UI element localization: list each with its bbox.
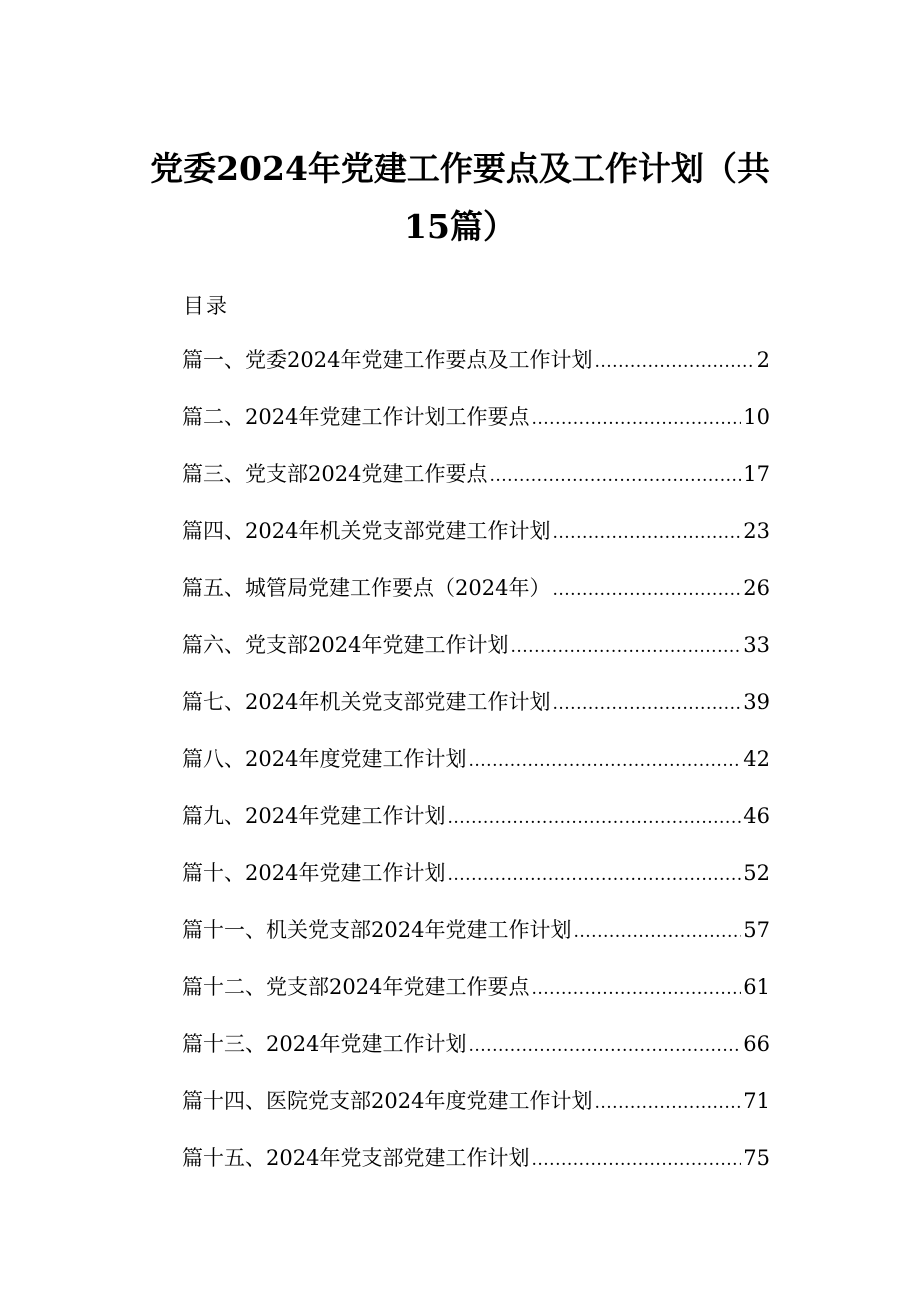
toc-entry-title: 篇二、2024年党建工作计划工作要点 (182, 405, 530, 429)
toc-entry-page-number: 42 (743, 747, 770, 771)
toc-entry[interactable] (182, 345, 770, 402)
toc-entry[interactable] (182, 687, 770, 744)
document-title (0, 140, 920, 256)
toc-entry-page-number: 2 (756, 348, 770, 372)
document-title-line-2: 15篇） (404, 207, 516, 246)
toc-entry-title: 篇十、2024年党建工作计划 (182, 861, 446, 885)
toc-entry-page-number: 66 (743, 1032, 770, 1056)
toc-entry-page-number: 33 (743, 633, 770, 657)
toc-entry[interactable] (182, 1143, 770, 1200)
toc-entry-title: 篇十四、医院党支部2024年度党建工作计划 (182, 1089, 593, 1113)
toc-dot-leader (510, 632, 741, 662)
toc-entry-title: 篇十三、2024年党建工作计划 (182, 1032, 467, 1056)
toc-entry[interactable] (182, 630, 770, 687)
toc-entry-page-number: 10 (743, 405, 770, 429)
toc-entry-title: 篇十二、党支部2024年党建工作要点 (182, 975, 530, 999)
toc-entry[interactable] (182, 402, 770, 459)
toc-entry-title: 篇六、党支部2024年党建工作计划 (182, 633, 509, 657)
toc-entry-page-number: 26 (743, 576, 770, 600)
toc-entry-page-number: 39 (743, 690, 770, 714)
toc-dot-leader (552, 689, 741, 719)
toc-dot-leader (594, 347, 754, 377)
toc-dot-leader (573, 917, 741, 947)
toc-entry-title: 篇五、城管局党建工作要点（2024年） (182, 576, 551, 600)
toc-dot-leader (447, 803, 741, 833)
document-title-line-1: 党委2024年党建工作要点及工作计划（共 (150, 149, 770, 188)
toc-dot-leader (468, 746, 741, 776)
toc-entry[interactable] (182, 459, 770, 516)
toc-dot-leader (489, 461, 741, 491)
toc-entry-title: 篇八、2024年度党建工作计划 (182, 747, 467, 771)
toc-dot-leader (531, 974, 741, 1004)
toc-dot-leader (552, 575, 741, 605)
toc-entry-title: 篇三、党支部2024党建工作要点 (182, 462, 488, 486)
toc-entry-page-number: 71 (743, 1089, 770, 1113)
toc-dot-leader (447, 860, 741, 890)
toc-entry-page-number: 17 (743, 462, 770, 486)
toc-entry[interactable] (182, 516, 770, 573)
toc-entry-page-number: 23 (743, 519, 770, 543)
toc-entry-title: 篇十五、2024年党支部党建工作计划 (182, 1146, 530, 1170)
toc-heading: 目录 (183, 294, 229, 318)
toc-entry-title: 篇九、2024年党建工作计划 (182, 804, 446, 828)
toc-entry[interactable] (182, 573, 770, 630)
toc-entry-title: 篇四、2024年机关党支部党建工作计划 (182, 519, 551, 543)
toc-entry-page-number: 57 (743, 918, 770, 942)
toc-entry-title: 篇十一、机关党支部2024年党建工作计划 (182, 918, 572, 942)
toc-entry[interactable] (182, 1086, 770, 1143)
toc-entry-page-number: 46 (743, 804, 770, 828)
toc-dot-leader (594, 1088, 741, 1118)
toc-dot-leader (552, 518, 741, 548)
toc-dot-leader (531, 404, 741, 434)
toc-entry-page-number: 52 (743, 861, 770, 885)
toc-entry[interactable] (182, 915, 770, 972)
toc-dot-leader (531, 1145, 741, 1175)
toc-entry-title: 篇一、党委2024年党建工作要点及工作计划 (182, 348, 593, 372)
toc-entry[interactable] (182, 744, 770, 801)
toc-entry-page-number: 75 (743, 1146, 770, 1170)
toc-entry[interactable] (182, 972, 770, 1029)
toc-entry[interactable] (182, 1029, 770, 1086)
toc-dot-leader (468, 1031, 741, 1061)
toc-entry[interactable] (182, 801, 770, 858)
toc-entry-title: 篇七、2024年机关党支部党建工作计划 (182, 690, 551, 714)
toc-list (182, 345, 770, 1200)
toc-entry[interactable] (182, 858, 770, 915)
toc-entry-page-number: 61 (743, 975, 770, 999)
